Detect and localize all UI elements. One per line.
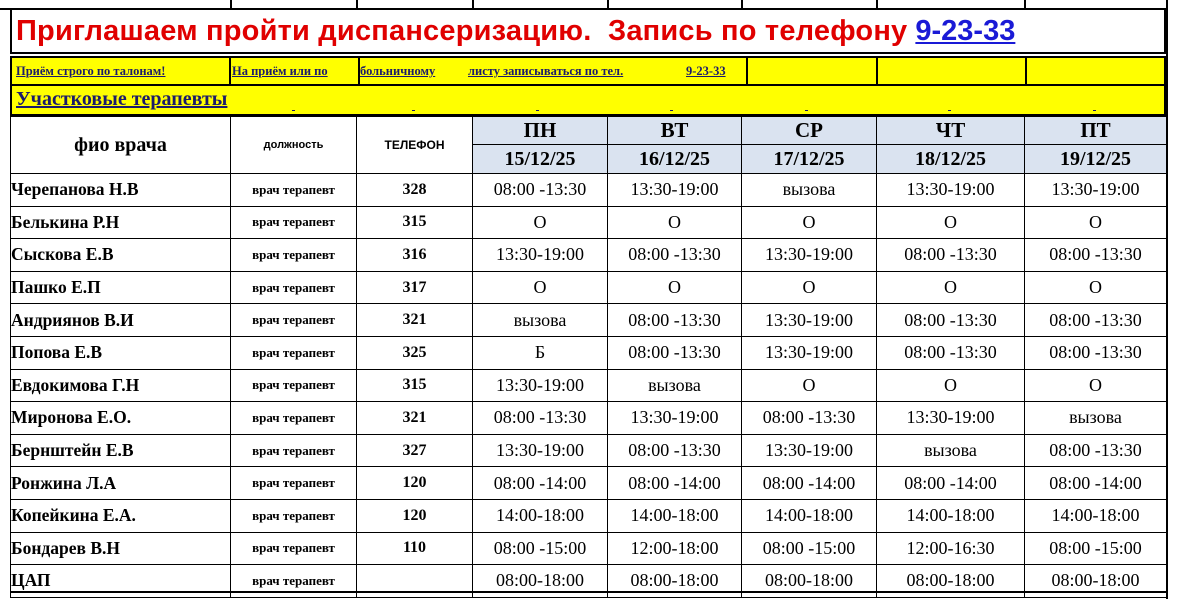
doctor-position-cell: врач терапевт <box>231 271 357 304</box>
schedule-cell: 08:00 -13:30 <box>1025 434 1167 467</box>
header-day-wed: СР <box>742 117 877 145</box>
schedule-cell: 13:30-19:00 <box>608 402 742 435</box>
doctor-phone-cell: 120 <box>357 499 473 532</box>
schedule-cell: 13:30-19:00 <box>608 174 742 207</box>
doctor-name-cell: Копейкина Е.А. <box>11 499 231 532</box>
table-row <box>11 532 1167 565</box>
doctor-position-cell: врач терапевт <box>231 206 357 239</box>
schedule-rows <box>11 174 1167 598</box>
table-row <box>11 174 1167 207</box>
header-day-mon: ПН <box>473 117 608 145</box>
schedule-cell: 08:00 -13:30 <box>608 336 742 369</box>
doctor-phone-cell: 120 <box>357 467 473 500</box>
schedule-cell: О <box>608 206 742 239</box>
doctor-name-cell: Черепанова Н.В <box>11 174 231 207</box>
doctor-name-cell: Белькина Р.Н <box>11 206 231 239</box>
schedule-cell: О <box>742 271 877 304</box>
schedule-cell: О <box>877 369 1025 402</box>
schedule-cell: 13:30-19:00 <box>473 369 608 402</box>
schedule-cell: 08:00 -13:30 <box>877 336 1025 369</box>
table-row <box>11 336 1167 369</box>
schedule-cell: 08:00 -15:00 <box>742 532 877 565</box>
schedule-cell: вызова <box>473 304 608 337</box>
doctor-phone-cell: 328 <box>357 174 473 207</box>
header-name: фио врача <box>11 117 231 174</box>
doctor-phone-cell: 317 <box>357 271 473 304</box>
doctor-position-cell: врач терапевт <box>231 434 357 467</box>
doctor-position-cell: врач терапевт <box>231 467 357 500</box>
schedule-cell: О <box>1025 271 1167 304</box>
header-date-tue: 16/12/25 <box>608 145 742 174</box>
schedule-cell: 08:00-18:00 <box>473 565 608 598</box>
schedule-cell: 08:00 -14:00 <box>742 467 877 500</box>
banner-phone-link[interactable]: 9-23-33 <box>915 14 1016 47</box>
schedule-cell: 08:00 -13:30 <box>473 402 608 435</box>
section-title: Участковые терапевты <box>16 88 228 110</box>
schedule-cell: Б <box>473 336 608 369</box>
schedule-table <box>10 116 1167 598</box>
header-date-fri: 19/12/25 <box>1025 145 1167 174</box>
doctor-phone-cell: 316 <box>357 239 473 272</box>
notice-part-3: листу записываться по тел. <box>468 64 624 78</box>
header-date-mon: 15/12/25 <box>473 145 608 174</box>
doctor-phone-cell: 110 <box>357 532 473 565</box>
schedule-cell: 14:00-18:00 <box>742 499 877 532</box>
doctor-name-cell: Попова Е.В <box>11 336 231 369</box>
schedule-cell: 13:30-19:00 <box>1025 174 1167 207</box>
doctor-position-cell: врач терапевт <box>231 304 357 337</box>
schedule-cell: 14:00-18:00 <box>877 499 1025 532</box>
doctor-phone-cell: 315 <box>357 206 473 239</box>
schedule-cell: 13:30-19:00 <box>473 239 608 272</box>
schedule-cell: 08:00 -14:00 <box>877 467 1025 500</box>
doctor-name-cell: Миронова Е.О. <box>11 402 231 435</box>
schedule-cell: О <box>1025 206 1167 239</box>
sheet-bottom-border <box>10 591 1168 593</box>
doctor-name-cell: Бондарев В.Н <box>11 532 231 565</box>
schedule-cell: 08:00 -13:30 <box>1025 336 1167 369</box>
schedule-cell: 14:00-18:00 <box>608 499 742 532</box>
doctor-name-cell: Сыскова Е.В <box>11 239 231 272</box>
doctor-phone-cell: 325 <box>357 336 473 369</box>
doctor-name-cell: Пашко Е.П <box>11 271 231 304</box>
schedule-cell: 08:00 -13:30 <box>742 402 877 435</box>
doctor-name-cell: ЦАП <box>11 565 231 598</box>
schedule-cell: О <box>742 206 877 239</box>
doctor-name-cell: Евдокимова Г.Н <box>11 369 231 402</box>
schedule-cell: вызова <box>1025 402 1167 435</box>
schedule-cell: 13:30-19:00 <box>877 174 1025 207</box>
notice-phone-link[interactable]: 9-23-33 <box>686 64 726 78</box>
schedule-cell: О <box>877 206 1025 239</box>
header-position: должность <box>231 117 357 174</box>
table-row <box>11 434 1167 467</box>
table-row <box>11 402 1167 435</box>
doctor-position-cell: врач терапевт <box>231 532 357 565</box>
doctor-position-cell: врач терапевт <box>231 402 357 435</box>
schedule-cell: 13:30-19:00 <box>742 336 877 369</box>
doctor-name-cell: Ронжина Л.А <box>11 467 231 500</box>
header-phone: ТЕЛЕФОН <box>357 117 473 174</box>
schedule-cell: 08:00-18:00 <box>1025 565 1167 598</box>
schedule-cell: вызова <box>608 369 742 402</box>
schedule-cell: 08:00 -14:00 <box>1025 467 1167 500</box>
table-row <box>11 206 1167 239</box>
doctor-phone-cell: 315 <box>357 369 473 402</box>
schedule-cell: 08:00 -13:30 <box>1025 239 1167 272</box>
doctor-phone-cell: 321 <box>357 304 473 337</box>
section-row <box>10 86 1166 116</box>
schedule-cell: вызова <box>877 434 1025 467</box>
doctor-phone-cell: 327 <box>357 434 473 467</box>
schedule-cell: 12:00-16:30 <box>877 532 1025 565</box>
schedule-cell: 14:00-18:00 <box>473 499 608 532</box>
schedule-cell: 08:00 -14:00 <box>473 467 608 500</box>
doctor-position-cell: врач терапевт <box>231 336 357 369</box>
header-day-fri: ПТ <box>1025 117 1167 145</box>
schedule-cell: 13:30-19:00 <box>473 434 608 467</box>
schedule-cell: 08:00 -13:30 <box>608 304 742 337</box>
schedule-cell: 08:00 -15:00 <box>473 532 608 565</box>
schedule-cell: О <box>473 271 608 304</box>
doctor-name-cell: Андриянов В.И <box>11 304 231 337</box>
schedule-cell: 08:00-18:00 <box>742 565 877 598</box>
notice-part-2: больничному <box>360 64 436 78</box>
doctor-position-cell: врач терапевт <box>231 499 357 532</box>
header-day-thu: ЧТ <box>877 117 1025 145</box>
schedule-cell: О <box>473 206 608 239</box>
doctor-position-cell: врач терапевт <box>231 369 357 402</box>
announcement-banner <box>10 10 1166 54</box>
schedule-cell: 08:00 -13:30 <box>608 239 742 272</box>
notice-row <box>10 56 1166 86</box>
schedule-cell: О <box>608 271 742 304</box>
schedule-cell: 08:00-18:00 <box>608 565 742 598</box>
header-date-thu: 18/12/25 <box>877 145 1025 174</box>
schedule-cell: 12:00-18:00 <box>608 532 742 565</box>
schedule-cell: О <box>742 369 877 402</box>
schedule-cell: 08:00 -15:00 <box>1025 532 1167 565</box>
schedule-cell: 08:00-18:00 <box>877 565 1025 598</box>
doctor-position-cell: врач терапевт <box>231 174 357 207</box>
table-row <box>11 499 1167 532</box>
table-row <box>11 467 1167 500</box>
schedule-cell: 08:00 -14:00 <box>608 467 742 500</box>
header-date-wed: 17/12/25 <box>742 145 877 174</box>
schedule-cell: 13:30-19:00 <box>877 402 1025 435</box>
table-row <box>11 239 1167 272</box>
schedule-cell: 08:00 -13:30 <box>1025 304 1167 337</box>
cropped-top-row <box>0 0 1168 10</box>
schedule-cell: 08:00 -13:30 <box>608 434 742 467</box>
notice-talons: Приём строго по талонам! <box>16 64 166 78</box>
schedule-cell: 13:30-19:00 <box>742 434 877 467</box>
schedule-cell: 08:00 -13:30 <box>877 239 1025 272</box>
table-row <box>11 304 1167 337</box>
schedule-cell: 14:00-18:00 <box>1025 499 1167 532</box>
schedule-cell: 13:30-19:00 <box>742 304 877 337</box>
schedule-cell: 08:00 -13:30 <box>473 174 608 207</box>
schedule-cell: вызова <box>742 174 877 207</box>
notice-part-1: На приём или по <box>232 64 328 78</box>
table-row <box>11 271 1167 304</box>
header-day-tue: ВТ <box>608 117 742 145</box>
banner-text: Приглашаем пройти диспансеризацию. Запись по телефону <box>16 14 908 47</box>
schedule-cell: 13:30-19:00 <box>742 239 877 272</box>
table-row <box>11 369 1167 402</box>
doctor-name-cell: Бернштейн Е.В <box>11 434 231 467</box>
sheet-right-border <box>1166 0 1168 599</box>
doctor-phone-cell: 321 <box>357 402 473 435</box>
doctor-position-cell: врач терапевт <box>231 565 357 598</box>
schedule-cell: 08:00 -13:30 <box>877 304 1025 337</box>
schedule-cell: О <box>1025 369 1167 402</box>
schedule-cell: О <box>877 271 1025 304</box>
header-row-days <box>11 117 1167 145</box>
doctor-position-cell: врач терапевт <box>231 239 357 272</box>
